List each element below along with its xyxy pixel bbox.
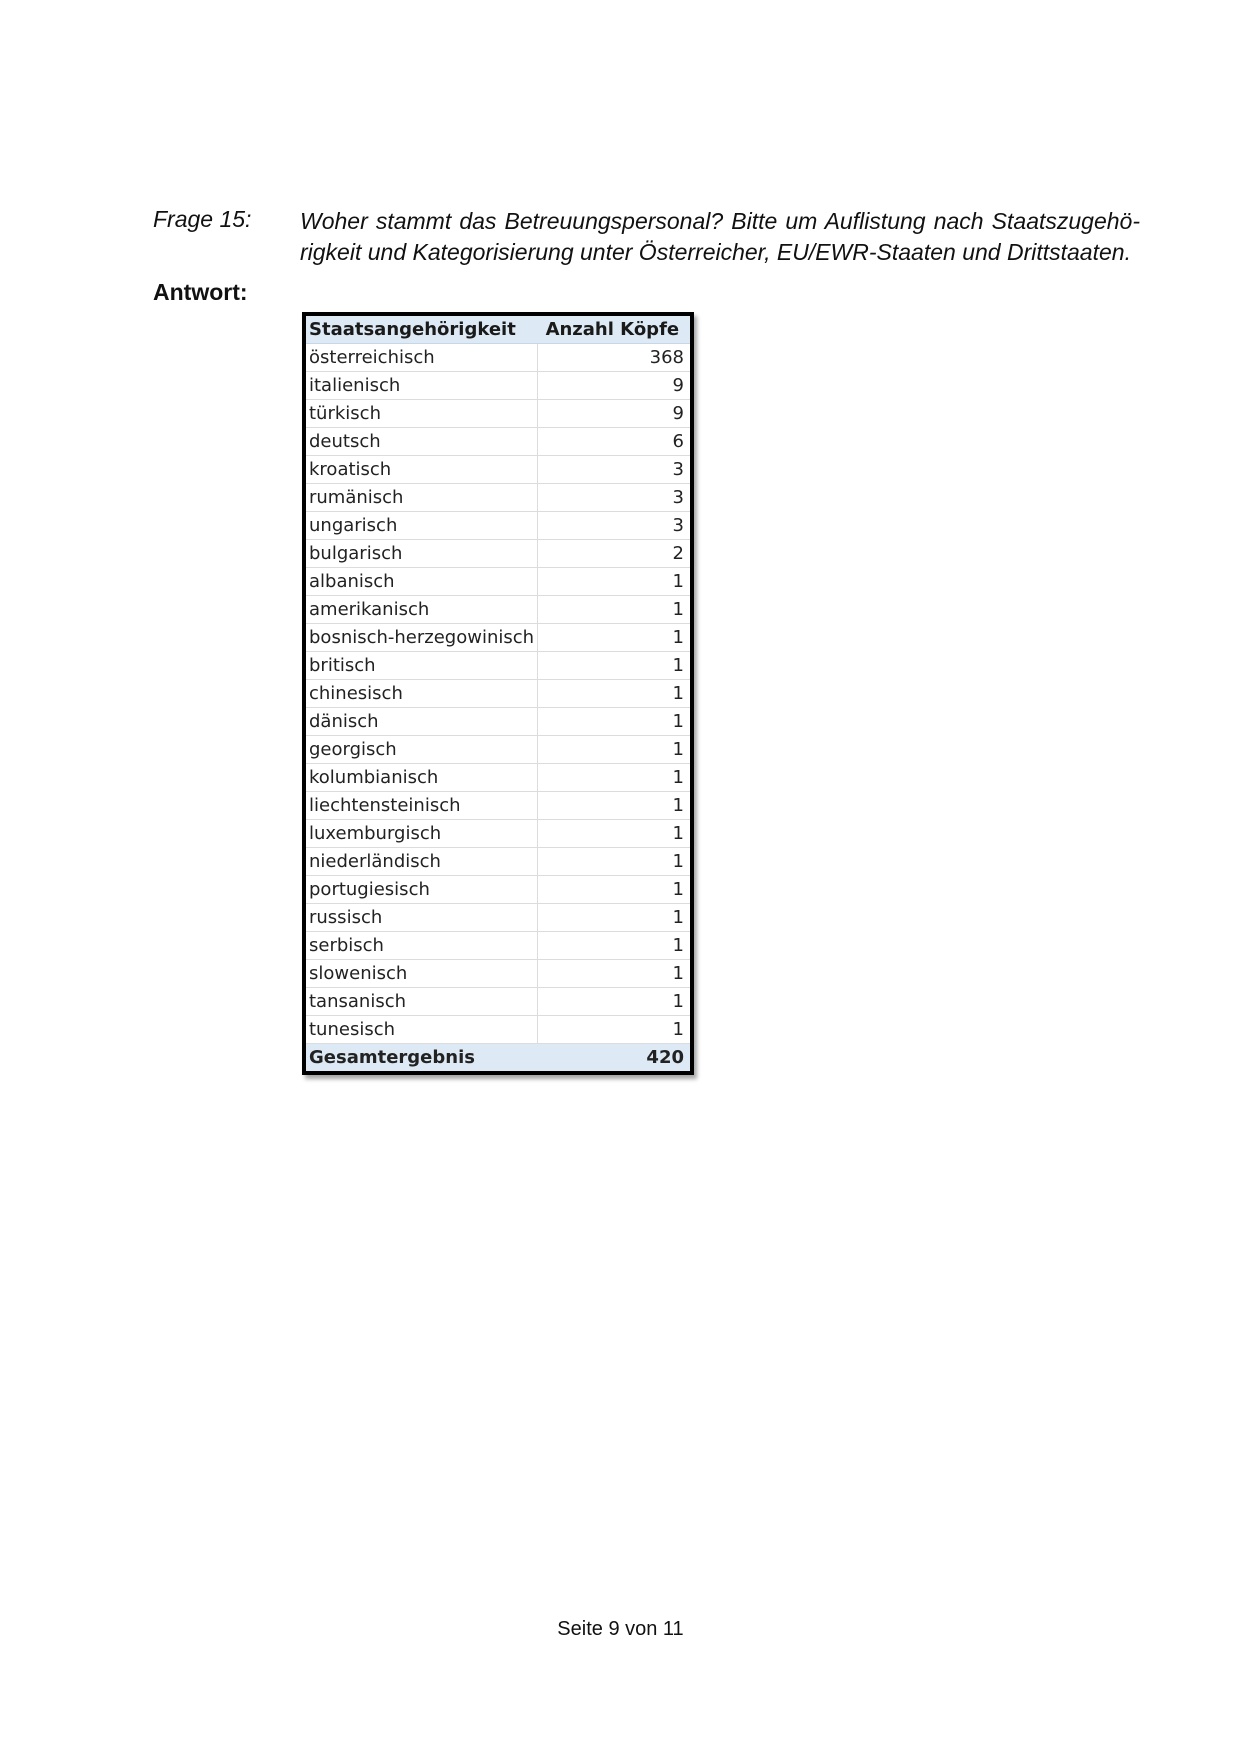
table-row — [306, 372, 690, 400]
table-body — [306, 344, 690, 1072]
column-header-nationality: Staatsangehörigkeit — [306, 316, 538, 344]
table-row — [306, 932, 690, 960]
nationality-cell: italienisch — [306, 372, 538, 400]
table-row — [306, 708, 690, 736]
nationality-cell: bulgarisch — [306, 540, 538, 568]
count-cell: 1 — [538, 764, 690, 792]
count-cell: 368 — [538, 344, 690, 372]
count-cell: 6 — [538, 428, 690, 456]
nationality-cell: ungarisch — [306, 512, 538, 540]
table-row — [306, 680, 690, 708]
table-row — [306, 1016, 690, 1044]
table-row — [306, 512, 690, 540]
nationality-cell: chinesisch — [306, 680, 538, 708]
count-cell: 1 — [538, 820, 690, 848]
total-count: 420 — [538, 1044, 690, 1072]
table-header-row — [306, 316, 690, 344]
table-row — [306, 792, 690, 820]
question-text: Woher stammt das Betreuungspersonal? Bitte um Auflistung nach Staatszugehö-rigkeit und Kategorisierung unter Österreicher, EU/EWR-Staaten und Drittstaaten. — [300, 208, 1140, 265]
table-row — [306, 652, 690, 680]
nationality-cell: liechtensteinisch — [306, 792, 538, 820]
table-row — [306, 904, 690, 932]
nationality-cell: georgisch — [306, 736, 538, 764]
nationality-cell: luxemburgisch — [306, 820, 538, 848]
total-row — [306, 1044, 690, 1072]
table-row — [306, 624, 690, 652]
column-header-count: Anzahl Köpfe — [538, 316, 690, 344]
nationality-cell: kroatisch — [306, 456, 538, 484]
count-cell: 1 — [538, 932, 690, 960]
table-row — [306, 820, 690, 848]
count-cell: 9 — [538, 400, 690, 428]
table-row — [306, 764, 690, 792]
count-cell: 3 — [538, 456, 690, 484]
table-row — [306, 736, 690, 764]
table-row — [306, 848, 690, 876]
count-cell: 1 — [538, 988, 690, 1016]
count-cell: 1 — [538, 596, 690, 624]
nationality-table — [302, 312, 694, 1075]
nationality-cell: albanisch — [306, 568, 538, 596]
count-cell: 1 — [538, 568, 690, 596]
nationality-cell: rumänisch — [306, 484, 538, 512]
table-row — [306, 960, 690, 988]
table-row — [306, 568, 690, 596]
count-cell: 3 — [538, 512, 690, 540]
table-row — [306, 988, 690, 1016]
nationality-cell: dänisch — [306, 708, 538, 736]
count-cell: 2 — [538, 540, 690, 568]
nationality-cell: serbisch — [306, 932, 538, 960]
total-label: Gesamtergebnis — [306, 1044, 538, 1072]
answer-label: Antwort: — [153, 279, 248, 305]
nationality-cell: britisch — [306, 652, 538, 680]
nationality-cell: russisch — [306, 904, 538, 932]
question-label: Frage 15: — [153, 206, 252, 232]
nationality-cell: tunesisch — [306, 1016, 538, 1044]
table-row — [306, 344, 690, 372]
nationality-cell: türkisch — [306, 400, 538, 428]
table-row — [306, 456, 690, 484]
nationality-cell: amerikanisch — [306, 596, 538, 624]
nationality-cell: portugiesisch — [306, 876, 538, 904]
table-row — [306, 428, 690, 456]
count-cell: 1 — [538, 792, 690, 820]
count-cell: 1 — [538, 904, 690, 932]
nationality-cell: deutsch — [306, 428, 538, 456]
nationality-cell: kolumbianisch — [306, 764, 538, 792]
count-cell: 1 — [538, 652, 690, 680]
count-cell: 1 — [538, 624, 690, 652]
page-footer: Seite 9 von 11 — [557, 1618, 684, 1640]
count-cell: 1 — [538, 960, 690, 988]
table-row — [306, 876, 690, 904]
count-cell: 1 — [538, 736, 690, 764]
nationality-cell: tansanisch — [306, 988, 538, 1016]
nationality-cell: österreichisch — [306, 344, 538, 372]
table-row — [306, 540, 690, 568]
count-cell: 3 — [538, 484, 690, 512]
count-cell: 1 — [538, 1016, 690, 1044]
nationality-cell: bosnisch-herzegowinisch — [306, 624, 538, 652]
count-cell: 9 — [538, 372, 690, 400]
table-row — [306, 484, 690, 512]
count-cell: 1 — [538, 876, 690, 904]
count-cell: 1 — [538, 680, 690, 708]
nationality-cell: niederländisch — [306, 848, 538, 876]
count-cell: 1 — [538, 848, 690, 876]
nationality-cell: slowenisch — [306, 960, 538, 988]
table-row — [306, 400, 690, 428]
table-row — [306, 596, 690, 624]
count-cell: 1 — [538, 708, 690, 736]
